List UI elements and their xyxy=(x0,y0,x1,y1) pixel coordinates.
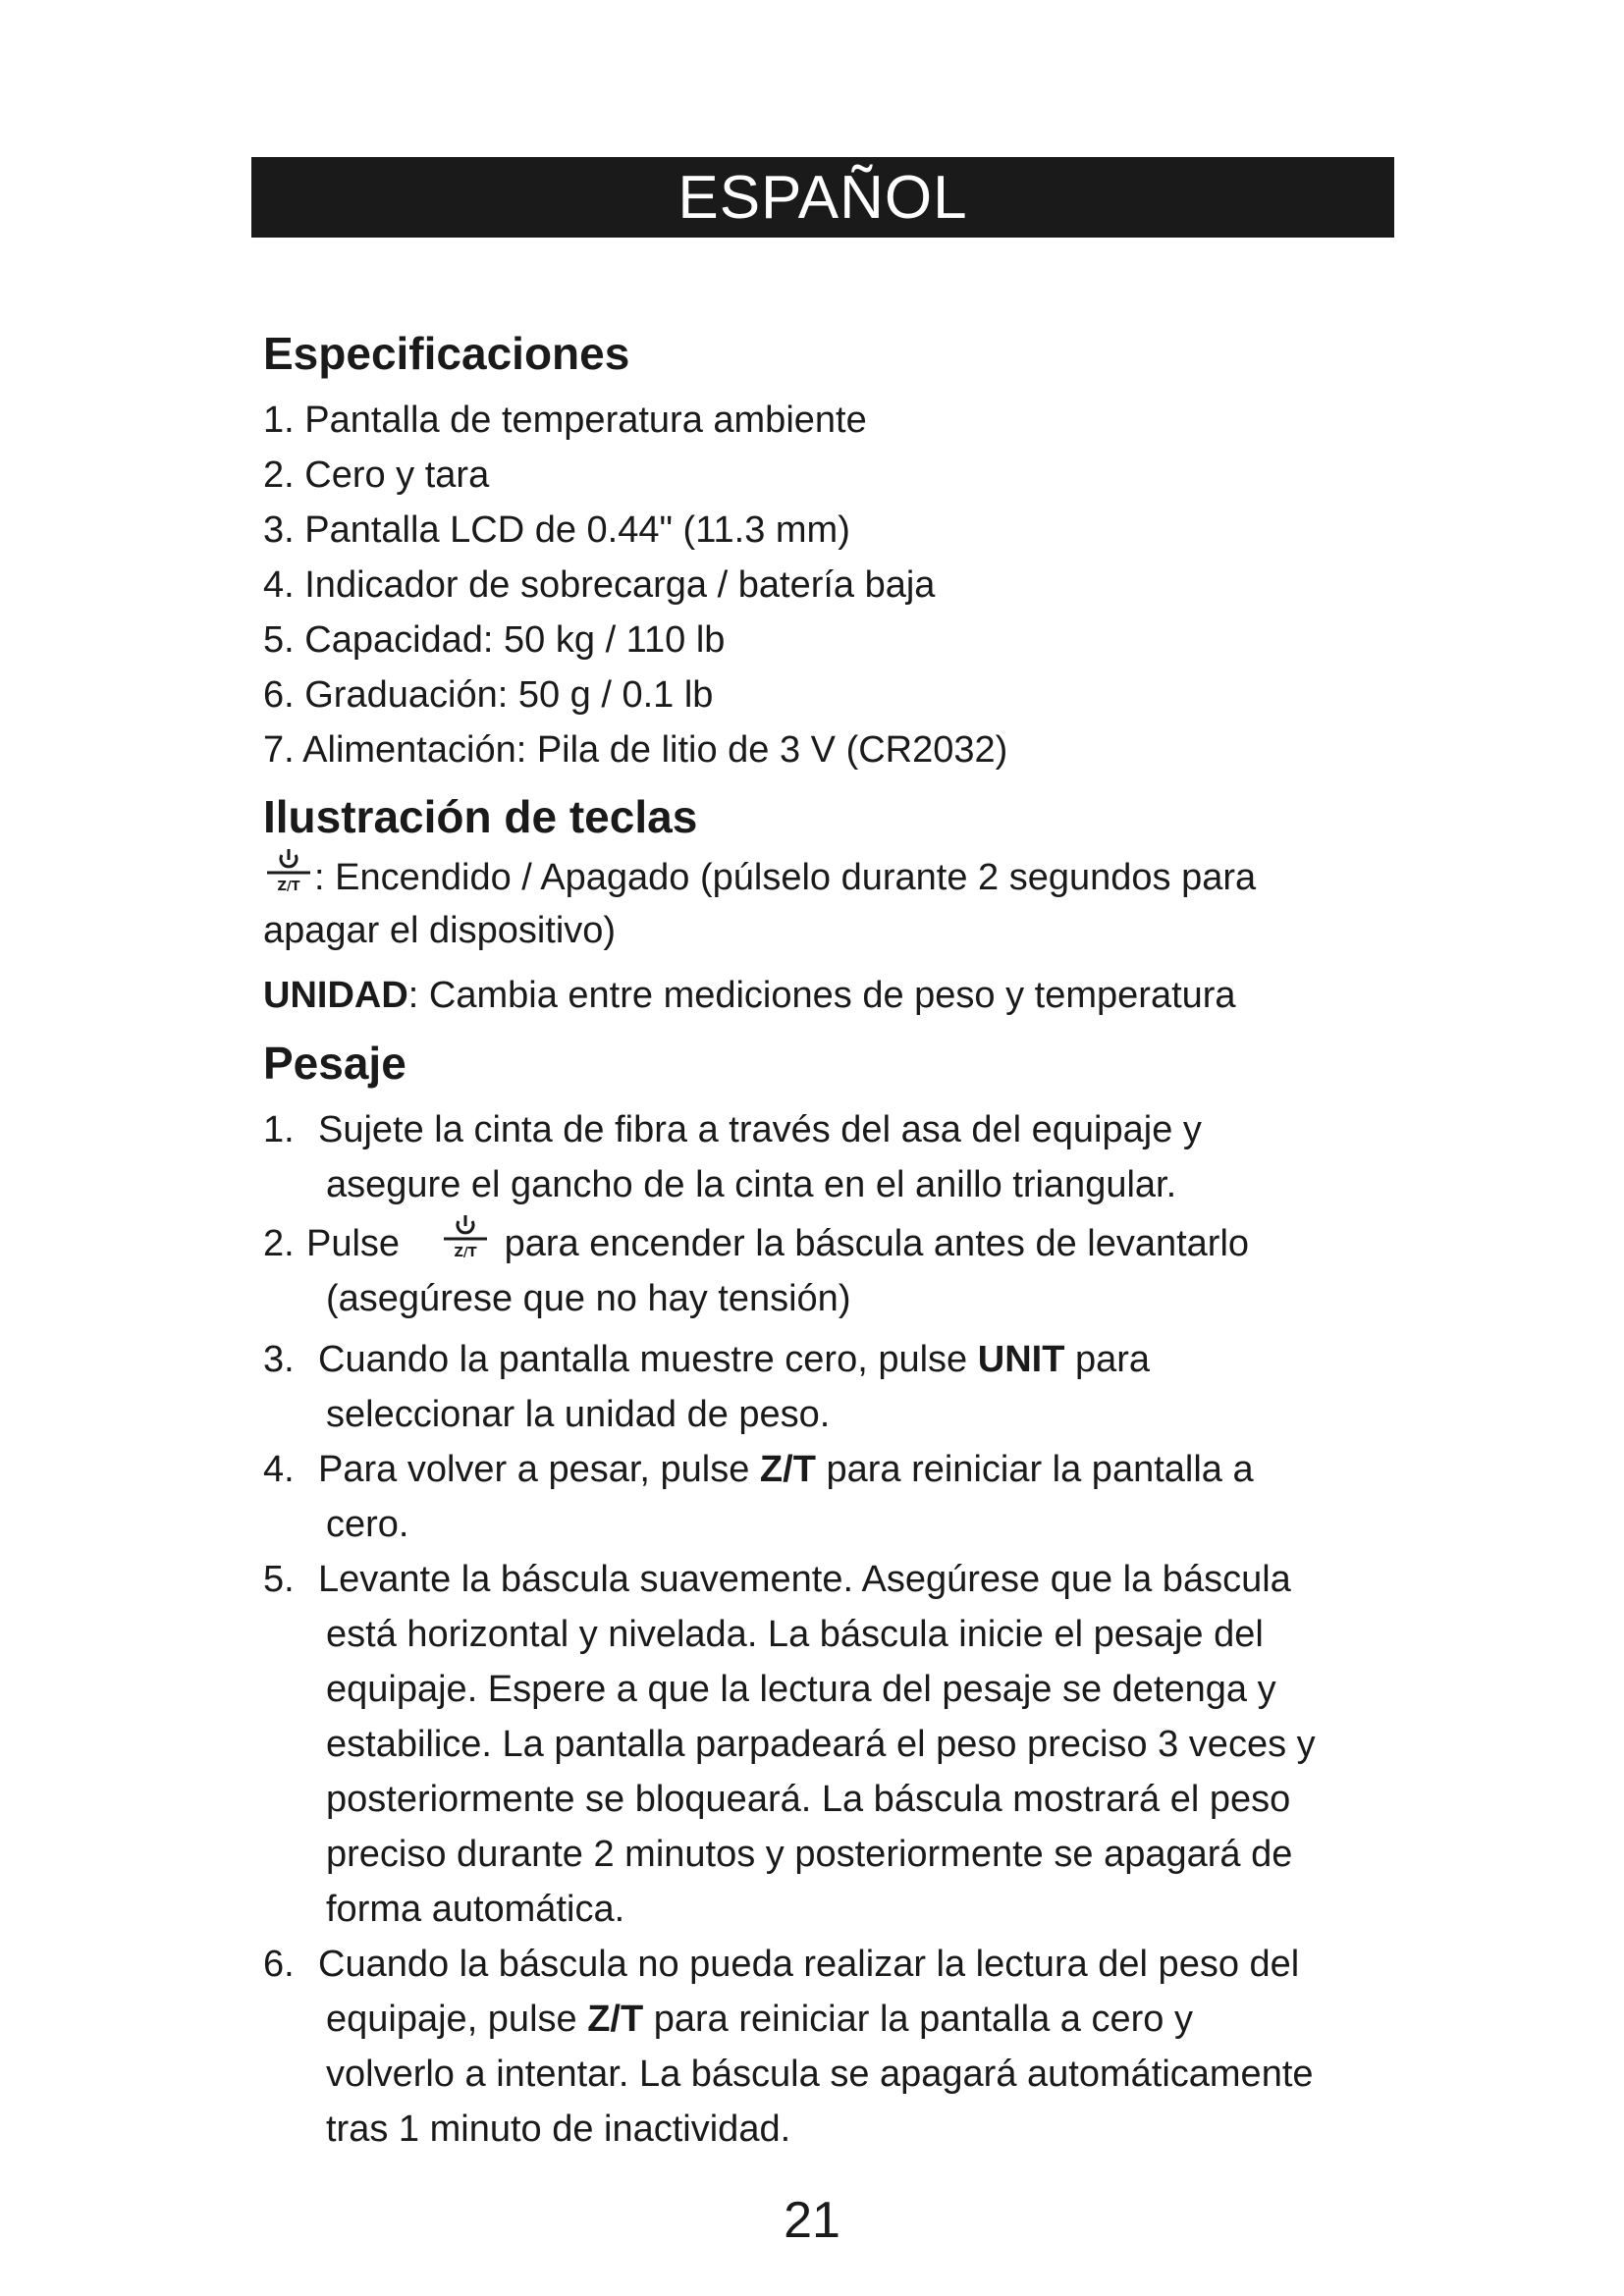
unit-key-description xyxy=(263,969,1382,1022)
zt-keyword: Z/T xyxy=(587,1999,644,2040)
step-number: 2. xyxy=(263,1223,295,1264)
step-text: (asegúrese que no hay tensión) xyxy=(326,1278,851,1319)
power-key-description xyxy=(263,846,1382,957)
spec-item: 6. Graduación: 50 g / 0.1 lb xyxy=(263,674,714,716)
specifications-list xyxy=(263,393,1382,777)
step-text: estabilice. La pantalla parpadeará el peso preciso 3 veces y xyxy=(326,1724,1316,1765)
step-text: Cuando la pantalla muestre cero, pulse xyxy=(318,1339,978,1380)
step-text: cero. xyxy=(326,1504,409,1545)
step-text: Cuando la báscula no pueda realizar la lectura del peso del xyxy=(318,1944,1300,1985)
step-text: Pulse xyxy=(306,1223,401,1264)
power-zt-icon xyxy=(440,1212,491,1263)
step-text: Sujete la cinta de fibra a través del asa del equipaje y xyxy=(318,1109,1202,1150)
power-zt-icon-label: Z/T xyxy=(277,880,300,894)
step-text-line xyxy=(263,1992,1382,2047)
weighing-step-3 xyxy=(263,1332,1382,1442)
keys-section xyxy=(263,787,1382,1022)
step-text: asegure el gancho de la cinta en el anillo triangular. xyxy=(326,1164,1177,1205)
step-number: 1. xyxy=(263,1109,295,1150)
step-text: Levante la báscula suavemente. Asegúrese que la báscula xyxy=(318,1559,1291,1600)
step-text: posteriormente se bloqueará. La báscula mostrará el peso xyxy=(326,1779,1291,1820)
step-text: para reiniciar la pantalla a cero y xyxy=(643,1999,1193,2040)
step-text: Para volver a pesar, pulse xyxy=(318,1449,760,1490)
step-text: equipaje. Espere a que la lectura del pesaje se detenga y xyxy=(326,1669,1276,1710)
weighing-steps xyxy=(263,1102,1382,2157)
step-text: preciso durante 2 minutos y posteriormente se apagará de xyxy=(326,1834,1293,1875)
weighing-step-4 xyxy=(263,1442,1382,1552)
page-number: 21 xyxy=(784,2192,840,2249)
power-key-text: : Encendido / Apagado (púlselo durante 2 segundos para apagar el dispositivo) xyxy=(263,857,1257,951)
specifications-section xyxy=(263,324,1382,777)
step-number: 3. xyxy=(263,1339,295,1380)
weighing-step-5 xyxy=(263,1552,1382,1937)
step-text: para xyxy=(1064,1339,1151,1380)
spec-item: 5. Capacidad: 50 kg / 110 lb xyxy=(263,619,726,661)
weighing-step-1 xyxy=(263,1102,1382,1212)
power-zt-icon xyxy=(263,846,314,897)
weighing-step-6 xyxy=(263,1937,1382,2157)
zt-keyword: Z/T xyxy=(759,1449,816,1490)
spec-item: 1. Pantalla de temperatura ambiente xyxy=(263,400,867,441)
step-number: 5. xyxy=(263,1559,295,1600)
step-text: para encender la báscula antes de levantarlo xyxy=(504,1223,1250,1264)
step-text: tras 1 minuto de inactividad. xyxy=(326,2109,791,2150)
step-text: para reiniciar la pantalla a xyxy=(815,1449,1254,1490)
weighing-section xyxy=(263,1034,1382,2157)
step-number: 4. xyxy=(263,1449,295,1490)
unit-key-label: UNIDAD xyxy=(263,975,408,1016)
weighing-heading: Pesaje xyxy=(263,1038,406,1089)
spec-item: 4. Indicador de sobrecarga / batería baja xyxy=(263,564,936,606)
step-text: equipaje, pulse xyxy=(326,1999,588,2040)
power-zt-icon-label: Z/T xyxy=(454,1246,477,1260)
manual-content xyxy=(263,324,1382,2157)
weighing-step-2 xyxy=(263,1212,1382,1326)
keys-heading: Ilustración de teclas xyxy=(263,791,698,842)
spec-item: 2. Cero y tara xyxy=(263,454,490,496)
spec-item: 7. Alimentación: Pila de litio de 3 V (CR2032) xyxy=(263,729,1008,771)
step-text: está horizontal y nivelada. La báscula inicie el pesaje del xyxy=(326,1614,1264,1655)
step-text: volverlo a intentar. La báscula se apagará automáticamente xyxy=(326,2054,1314,2095)
spec-item: 3. Pantalla LCD de 0.44" (11.3 mm) xyxy=(263,509,850,551)
language-banner xyxy=(251,157,1394,238)
banner-title: ESPAÑOL xyxy=(677,163,968,232)
step-text: forma automática. xyxy=(326,1889,625,1930)
step-number: 6. xyxy=(263,1944,295,1985)
unit-keyword: UNIT xyxy=(977,1339,1065,1380)
specifications-heading: Especificaciones xyxy=(263,328,630,379)
unit-key-text: : Cambia entre mediciones de peso y temperatura xyxy=(407,975,1236,1016)
step-text: seleccionar la unidad de peso. xyxy=(326,1394,831,1435)
